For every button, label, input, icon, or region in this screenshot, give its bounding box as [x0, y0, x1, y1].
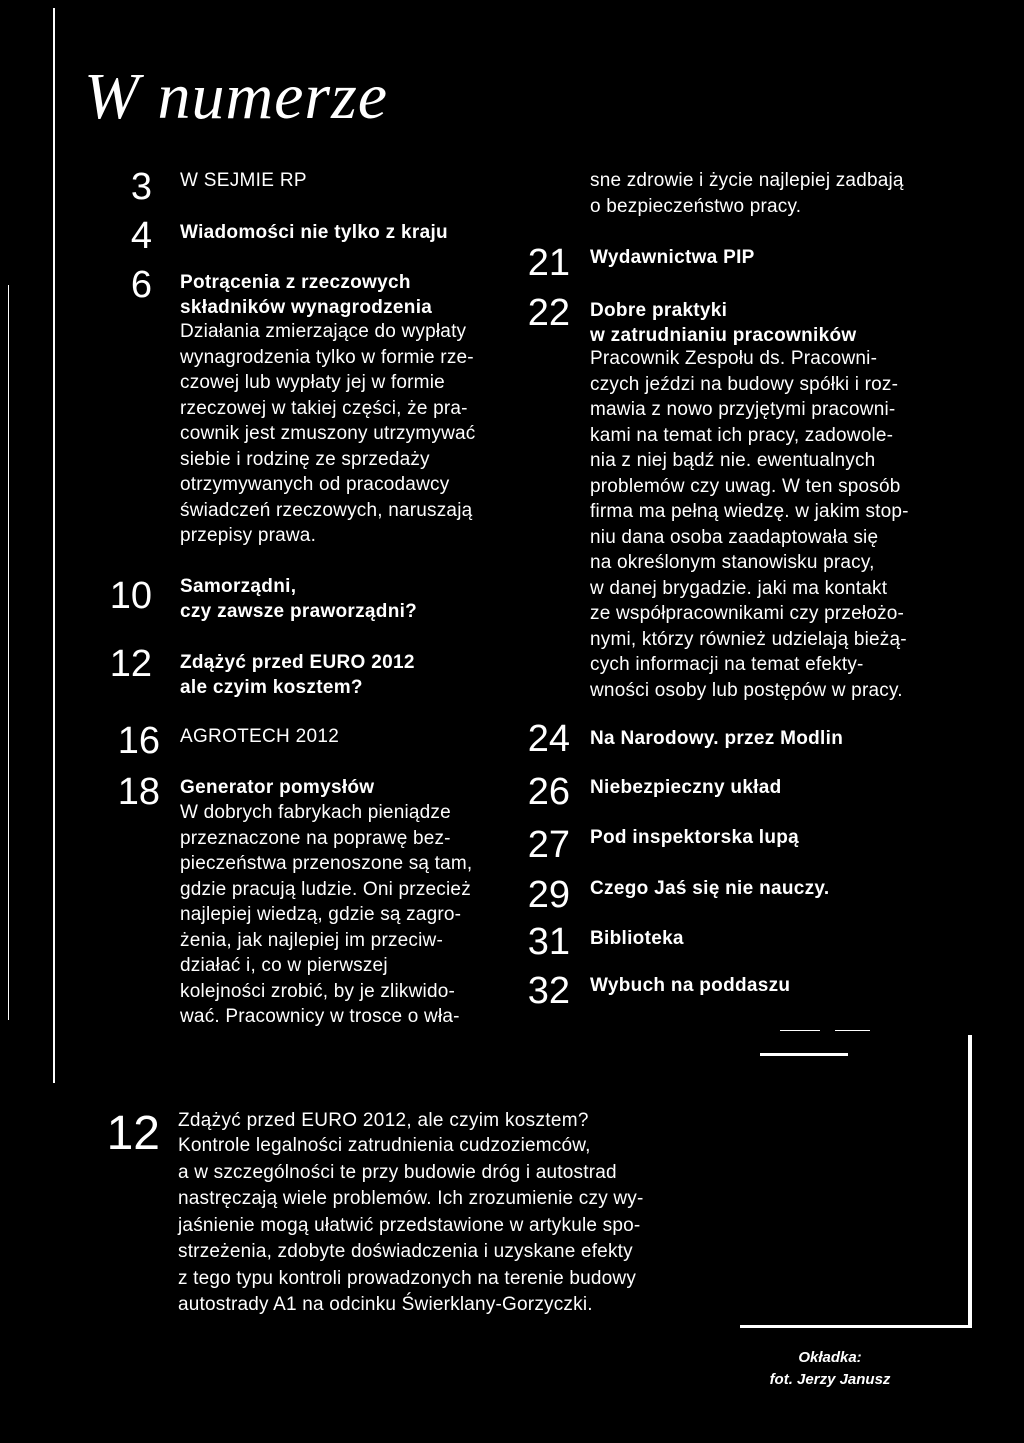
article-title[interactable]: Czego Jaś się nie nauczy.	[590, 878, 830, 899]
article-title[interactable]: Dobre praktyki w zatrudnianiu pracowników	[590, 300, 857, 346]
article-title[interactable]: Zdążyć przed EURO 2012 ale czyim kosztem?	[180, 652, 415, 698]
page-number: 3	[130, 166, 152, 208]
page-number: 18	[117, 771, 160, 813]
page-number: 26	[527, 771, 570, 813]
article-description: Pracownik Zespołu ds. Pracowni- czych jeździ na budowy spółki i roz- mawia z nowo przyjętymi pracowni- kami na temat ich pracy, zadowole- nia z niej bądź nie. ewentualnych problemów czy uwag. W ten sposób firma ma pełną wiedzę. w jakim stop- niu dana osoba zaadaptowała się na określonym stanowisku pracy, w danej brygadzie. jaki ma kontakt ze współpracownikami czy przełożo- nymi, którzy również udzielają bieżą- cych informacji na temat efekty- wności osoby lub postępów w pracy.	[590, 348, 909, 701]
article-title[interactable]: Wydawnictwa PIP	[590, 247, 755, 268]
article-title[interactable]: W SEJMIE RP	[180, 170, 307, 191]
page-number: 12	[109, 643, 152, 685]
frame-rule	[780, 1030, 820, 1031]
article-title[interactable]: Biblioteka	[590, 928, 684, 949]
frame-rule	[760, 1053, 848, 1056]
page-number: 16	[117, 720, 160, 762]
article-description: W dobrych fabrykach pieniądze przeznaczone na poprawę bez- pieczeństwa przenoszone są tam, gdzie pracują ludzie. Oni przecież najlepiej wiedzą, gdzie są zagro- żenia, jak najlepiej im przeciw- działać i, co w pierwszej kolejności zrobić, by je zlikwido- wać. Pracownicy w trosce o wła-	[180, 802, 473, 1027]
left-edge-rule	[8, 285, 9, 1020]
page-number: 29	[527, 874, 570, 916]
page-number: 21	[527, 242, 570, 284]
article-title[interactable]: Pod inspektorska lupą	[590, 827, 800, 848]
page-number: 6	[130, 264, 152, 306]
page-number: 27	[527, 824, 570, 866]
article-title[interactable]: Potrącenia z rzeczowych składników wynagrodzenia	[180, 272, 433, 318]
article-title[interactable]: Generator pomysłów	[180, 777, 375, 798]
page-number: 24	[527, 718, 570, 760]
cover-credit-photographer: fot. Jerzy Janusz	[769, 1371, 891, 1388]
feature-page-number: 12	[106, 1107, 160, 1160]
cover-credit-label: Okładka:	[798, 1349, 862, 1366]
feature-description: Kontrole legalności zatrudnienia cudzoziemców, a w szczególności te przy budowie dróg i autostrad nastręczają wiele problemów. Ich zrozumienie czy wy- jaśnienie mogą ułatwić przedstawione w artykule spo- strzeżenia, zdobyte doświadczenia i uzyskane efekty z tego typu kontroli prowadzonych na terenie budowy autostrady A1 na odcinku Świerklany-Gorzyczki.	[178, 1135, 644, 1315]
frame-rule	[740, 1325, 972, 1328]
article-title[interactable]: Wiadomości nie tylko z kraju	[180, 222, 448, 243]
article-description: Działania zmierzające do wypłaty wynagrodzenia tylko w formie rze- czowej lub wypłaty jej w formie rzeczowej w takiej części, że pra- cownik jest zmuszony utrzymywać siebie i rodzinę ze sprzedaży otrzymywanych od pracodawcy świadczeń rzeczowych, naruszają przepisy prawa.	[180, 321, 476, 546]
page-number: 22	[527, 292, 570, 334]
page-number: 10	[109, 575, 152, 617]
page-number: 31	[527, 921, 570, 963]
feature-title[interactable]: Zdążyć przed EURO 2012, ale czyim kosztem?	[178, 1110, 589, 1131]
page-title: W numerze	[84, 60, 389, 133]
cover-credit	[760, 1347, 900, 1391]
article-title[interactable]: Na Narodowy. przez Modlin	[590, 728, 844, 749]
article-title[interactable]: Wybuch na poddaszu	[590, 975, 791, 996]
frame-rule	[968, 1035, 972, 1325]
frame-rule	[835, 1030, 870, 1031]
article-title[interactable]: Niebezpieczny układ	[590, 777, 782, 798]
left-margin-rule	[53, 8, 55, 1083]
page-number: 32	[527, 970, 570, 1012]
article-title[interactable]: AGROTECH 2012	[180, 726, 340, 747]
article-title[interactable]: Samorządni, czy zawsze praworządni?	[180, 576, 418, 622]
page-number: 4	[130, 215, 152, 257]
article-continuation: sne zdrowie i życie najlepiej zadbają o bezpieczeństwo pracy.	[590, 170, 904, 217]
